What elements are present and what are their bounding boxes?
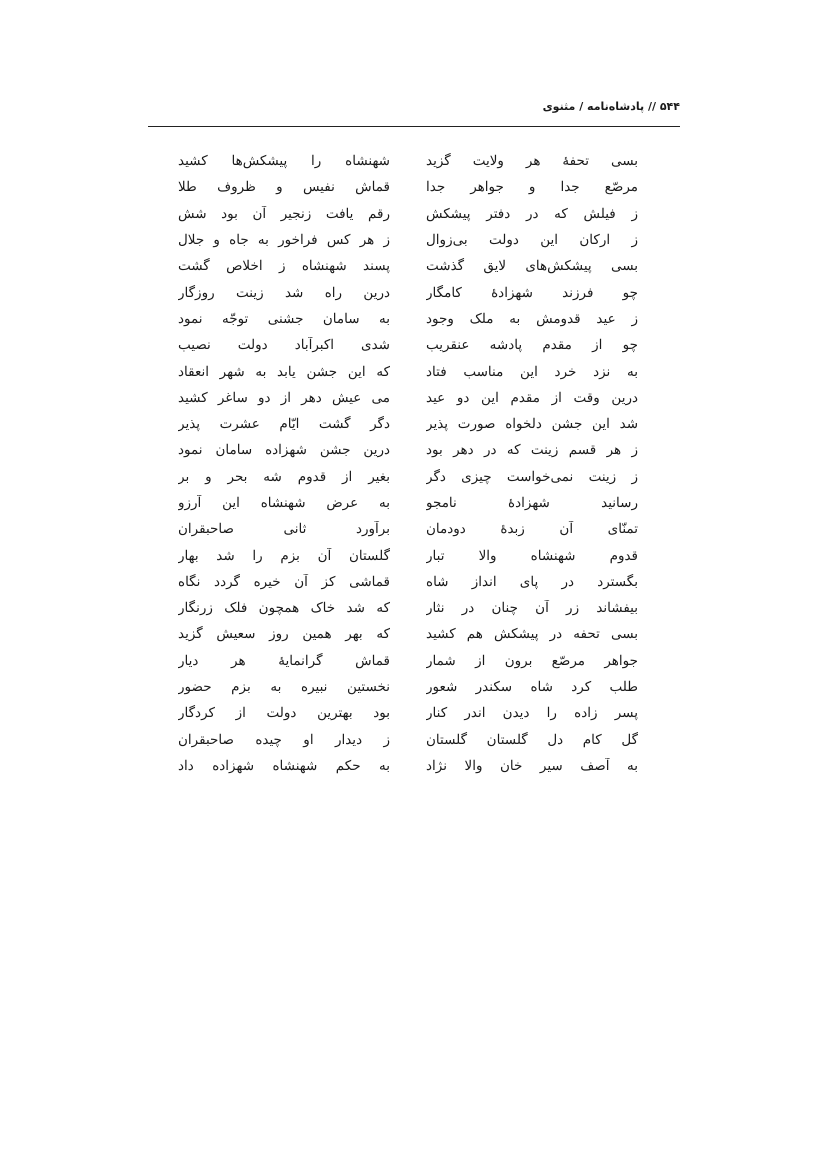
verse-row (178, 569, 638, 595)
second-hemistich: بغیر از قدوم شه بحر و بر (178, 468, 390, 485)
first-hemistich: ز هر قسم زینت که در دهر بود (426, 442, 638, 459)
second-hemistich: قماش نفیس و ظروف طلا (178, 179, 390, 196)
poem-body (178, 148, 638, 779)
verse-row (178, 411, 638, 437)
verse-row (178, 753, 638, 779)
verse-row (178, 201, 638, 227)
running-title: پادشاه‌نامه / مثنوی (542, 100, 645, 113)
page-header (148, 100, 680, 113)
second-hemistich: درین راه شد زینت روزگار (178, 284, 390, 301)
first-hemistich: چو از مقدم پادشه عنقریب (426, 337, 638, 354)
second-hemistich: ز دیدار او چیده صاحبقران (178, 731, 390, 748)
first-hemistich: ز عید قدومش به ملک وجود (426, 310, 638, 327)
first-hemistich: طلب کرد شاه سکندر شعور (426, 679, 638, 696)
verse-row (178, 148, 638, 174)
header-separator: // (644, 100, 660, 113)
verse-row (178, 464, 638, 490)
page-number: ۵۴۴ (659, 100, 680, 113)
header-rule (148, 126, 680, 127)
verse-row (178, 490, 638, 516)
first-hemistich: چو فرزند شهزادهٔ کامگار (426, 284, 638, 301)
first-hemistich: ز زینت نمی‌خواست چیزی دگر (426, 468, 638, 485)
first-hemistich: بسی تحفه در پیشکش هم کشید (426, 626, 638, 643)
first-hemistich: بسی پیشکش‌های لایق گذشت (426, 258, 638, 275)
second-hemistich: رقم یافت زنجیر آن بود شش (178, 205, 390, 222)
second-hemistich: ز هر کس فراخور به جاه و جلال (178, 232, 390, 249)
second-hemistich: قماش گرانمایهٔ هر دیار (178, 652, 390, 669)
second-hemistich: برآورد ثانی صاحبقران (178, 521, 390, 538)
second-hemistich: شدی اکبرآباد دولت نصیب (178, 337, 390, 354)
second-hemistich: قماشی کز آن خیره گردد نگاه (178, 573, 390, 590)
verse-row (178, 358, 638, 384)
verse-row (178, 174, 638, 200)
first-hemistich: گل کام دل گلستان گلستان (426, 731, 638, 748)
verse-row (178, 595, 638, 621)
first-hemistich: درین وقت از مقدم این دو عید (426, 389, 638, 406)
verse-row (178, 227, 638, 253)
verse-row (178, 516, 638, 542)
second-hemistich: شهنشاه را پیشکش‌ها کشید (178, 153, 390, 170)
second-hemistich: به سامان جشنی توجّه نمود (178, 310, 390, 327)
second-hemistich: درین جشن شهزاده سامان نمود (178, 442, 390, 459)
first-hemistich: قدوم شهنشاه والا تبار (426, 547, 638, 564)
second-hemistich: به حکم شهنشاه شهزاده داد (178, 757, 390, 774)
first-hemistich: بگسترد در پای انداز شاه (426, 573, 638, 590)
verse-row (178, 674, 638, 700)
verse-row (178, 621, 638, 647)
first-hemistich: ز فیلش که در دفتر پیشکش (426, 205, 638, 222)
verse-row (178, 542, 638, 568)
first-hemistich: مرصّع جدا و جواهر جدا (426, 179, 638, 196)
first-hemistich: به آصف سیر خان والا نژاد (426, 757, 638, 774)
first-hemistich: جواهر مرصّع برون از شمار (426, 652, 638, 669)
verse-row (178, 700, 638, 726)
verse-row (178, 648, 638, 674)
second-hemistich: که بهر همین روز سعیش گزید (178, 626, 390, 643)
verse-row (178, 437, 638, 463)
first-hemistich: بیفشاند زر آن چنان در نثار (426, 600, 638, 617)
first-hemistich: پسر زاده را دیدن اندر کنار (426, 705, 638, 722)
second-hemistich: گلستان آن بزم را شد بهار (178, 547, 390, 564)
verse-row (178, 279, 638, 305)
first-hemistich: شد این جشن دلخواه صورت پذیر (426, 416, 638, 433)
verse-row (178, 727, 638, 753)
second-hemistich: نخستین نبیره به بزم حضور (178, 679, 390, 696)
second-hemistich: دگر گشت ایّام عشرت پذیر (178, 416, 390, 433)
first-hemistich: تمنّای آن زبدهٔ دودمان (426, 521, 638, 538)
verse-row (178, 385, 638, 411)
first-hemistich: رسانید شهزادهٔ نامجو (426, 495, 638, 511)
second-hemistich: که این جشن یابد به شهر انعقاد (178, 363, 390, 380)
verse-row (178, 332, 638, 358)
first-hemistich: ز ارکان این دولت بی‌زوال (426, 232, 638, 249)
second-hemistich: که شد خاک همچون فلک زرنگار (178, 600, 390, 617)
verse-row (178, 306, 638, 332)
first-hemistich: به نزد خرد این مناسب فتاد (426, 363, 638, 380)
second-hemistich: می عیش دهر از دو ساغر کشید (178, 389, 390, 406)
second-hemistich: پسند شهنشاه ز اخلاص گشت (178, 258, 390, 275)
verse-row (178, 253, 638, 279)
second-hemistich: به عرض شهنشاه این آرزو (178, 495, 390, 511)
first-hemistich: بسی تحفهٔ هر ولایت گزید (426, 153, 638, 170)
second-hemistich: بود بهترین دولت از کردگار (178, 705, 390, 722)
